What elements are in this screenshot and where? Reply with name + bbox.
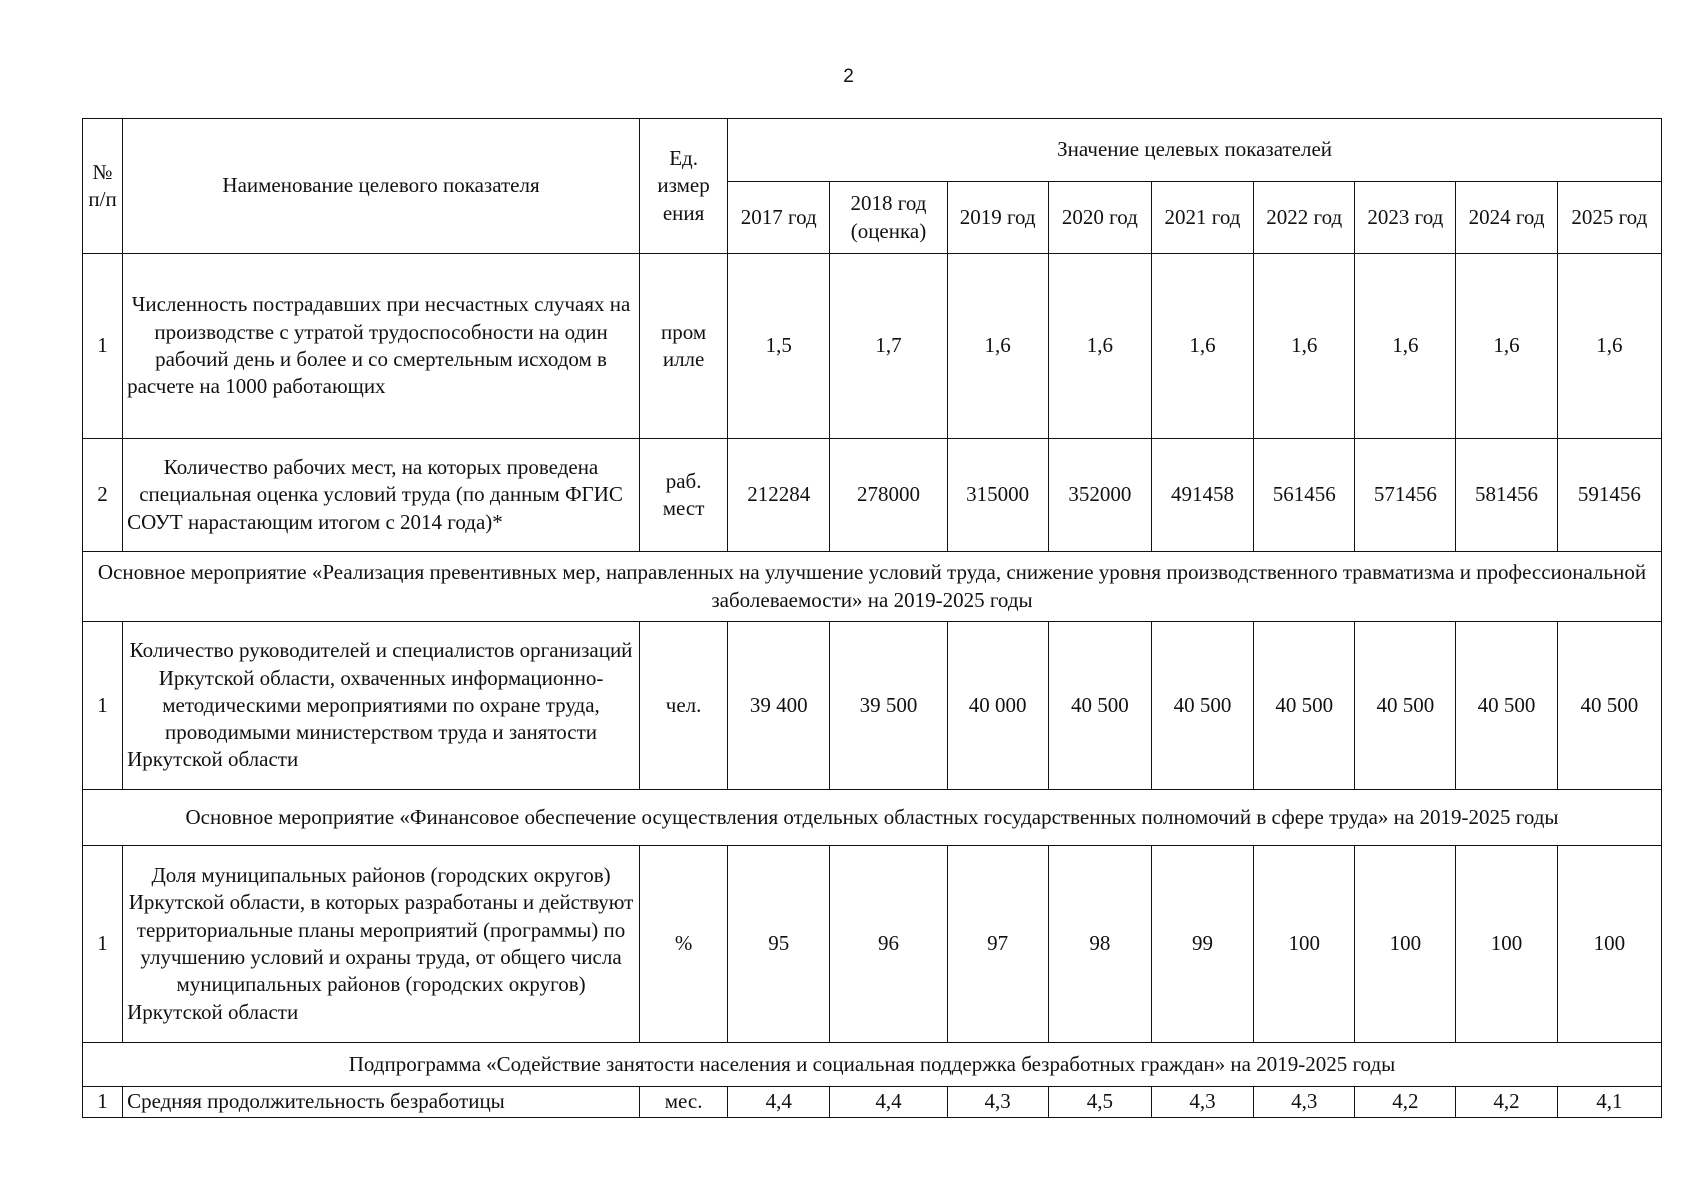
value-cell: 98	[1048, 846, 1151, 1043]
section-title: Основное мероприятие «Финансовое обеспечение осуществления отдельных областных государственных полномочий в сфере труда» на 2019-2025 годы	[83, 790, 1662, 846]
header-unit: Ед. измер ения	[640, 119, 728, 254]
value-cell: 40 500	[1254, 622, 1355, 790]
header-year: 2017 год	[728, 182, 830, 254]
value-cell: 4,3	[947, 1087, 1048, 1118]
table-row	[83, 846, 1662, 1043]
value-cell: 40 500	[1456, 622, 1557, 790]
value-cell: 39 500	[830, 622, 947, 790]
value-cell: 40 500	[1048, 622, 1151, 790]
value-cell: 100	[1355, 846, 1456, 1043]
value-cell: 581456	[1456, 439, 1557, 552]
unit: %	[640, 846, 728, 1043]
row-num: 1	[83, 1087, 123, 1118]
value-cell: 571456	[1355, 439, 1456, 552]
value-cell: 100	[1456, 846, 1557, 1043]
unit: чел.	[640, 622, 728, 790]
header-year: 2025 год	[1557, 182, 1661, 254]
value-cell: 40 500	[1557, 622, 1661, 790]
section-title: Подпрограмма «Содействие занятости населения и социальная поддержка безработных граждан» на 2019-2025 годы	[83, 1043, 1662, 1087]
indicator-name: Средняя продолжительность безработицы	[123, 1087, 640, 1118]
unit: раб. мест	[640, 439, 728, 552]
value-cell: 352000	[1048, 439, 1151, 552]
value-cell: 4,3	[1151, 1087, 1253, 1118]
value-cell: 4,2	[1355, 1087, 1456, 1118]
header-year: 2018 год (оценка)	[830, 182, 947, 254]
value-cell: 99	[1151, 846, 1253, 1043]
value-cell: 4,1	[1557, 1087, 1661, 1118]
indicator-name: Количество руководителей и специалистов организаций Иркутской области, охваченных информационно-методическими мероприятиями по охране труда, проводимыми министерством труда и занятости Иркутской области	[123, 622, 640, 790]
value-cell: 4,4	[830, 1087, 947, 1118]
header-year: 2021 год	[1151, 182, 1253, 254]
header-year: 2019 год	[947, 182, 1048, 254]
value-cell: 95	[728, 846, 830, 1043]
header-year: 2022 год	[1254, 182, 1355, 254]
header-row	[83, 119, 1662, 182]
value-cell: 1,7	[830, 254, 947, 439]
value-cell: 97	[947, 846, 1048, 1043]
value-cell: 40 500	[1355, 622, 1456, 790]
value-cell: 1,6	[1355, 254, 1456, 439]
value-cell: 1,6	[1048, 254, 1151, 439]
value-cell: 591456	[1557, 439, 1661, 552]
value-cell: 1,5	[728, 254, 830, 439]
row-num: 2	[83, 439, 123, 552]
header-year: 2024 год	[1456, 182, 1557, 254]
table-row	[83, 254, 1662, 439]
value-cell: 315000	[947, 439, 1048, 552]
header-year: 2023 год	[1355, 182, 1456, 254]
indicator-name: Количество рабочих мест, на которых проведена специальная оценка условий труда (по данным ФГИС СОУТ нарастающим итогом с 2014 года)*	[123, 439, 640, 552]
value-cell: 1,6	[1151, 254, 1253, 439]
table-row	[83, 1087, 1662, 1118]
table-row	[83, 439, 1662, 552]
value-cell: 278000	[830, 439, 947, 552]
header-name: Наименование целевого показателя	[123, 119, 640, 254]
table-row	[83, 622, 1662, 790]
section-row	[83, 790, 1662, 846]
value-cell: 491458	[1151, 439, 1253, 552]
row-num: 1	[83, 254, 123, 439]
header-num: № п/п	[83, 119, 123, 254]
value-cell: 100	[1254, 846, 1355, 1043]
row-num: 1	[83, 622, 123, 790]
value-cell: 212284	[728, 439, 830, 552]
target-indicators-table	[82, 118, 1662, 1118]
value-cell: 4,3	[1254, 1087, 1355, 1118]
value-cell: 1,6	[1557, 254, 1661, 439]
value-cell: 40 000	[947, 622, 1048, 790]
section-title: Основное мероприятие «Реализация превентивных мер, направленных на улучшение условий труда, снижение уровня производственного травматизма и профессиональной заболеваемости» на 2019-2025 годы	[83, 552, 1662, 622]
value-cell: 1,6	[947, 254, 1048, 439]
value-cell: 4,5	[1048, 1087, 1151, 1118]
value-cell: 1,6	[1254, 254, 1355, 439]
value-cell: 4,4	[728, 1087, 830, 1118]
page-number: 2	[843, 66, 854, 87]
value-cell: 561456	[1254, 439, 1355, 552]
unit: мес.	[640, 1087, 728, 1118]
indicator-name: Доля муниципальных районов (городских округов) Иркутской области, в которых разработаны и действуют территориальные планы мероприятий (программы) по улучшению условий и охраны труда, от общего числа муниципальных районов (городских округов) Иркутской области	[123, 846, 640, 1043]
row-num: 1	[83, 846, 123, 1043]
section-row	[83, 1043, 1662, 1087]
value-cell: 40 500	[1151, 622, 1253, 790]
value-cell: 96	[830, 846, 947, 1043]
value-cell: 100	[1557, 846, 1661, 1043]
header-values-group: Значение целевых показателей	[728, 119, 1662, 182]
section-row	[83, 552, 1662, 622]
value-cell: 4,2	[1456, 1087, 1557, 1118]
indicator-name: Численность пострадавших при несчастных случаях на производстве с утратой трудоспособности на один рабочий день и более и со смертельным исходом в расчете на 1000 работающих	[123, 254, 640, 439]
header-year: 2020 год	[1048, 182, 1151, 254]
unit: пром илле	[640, 254, 728, 439]
value-cell: 1,6	[1456, 254, 1557, 439]
value-cell: 39 400	[728, 622, 830, 790]
